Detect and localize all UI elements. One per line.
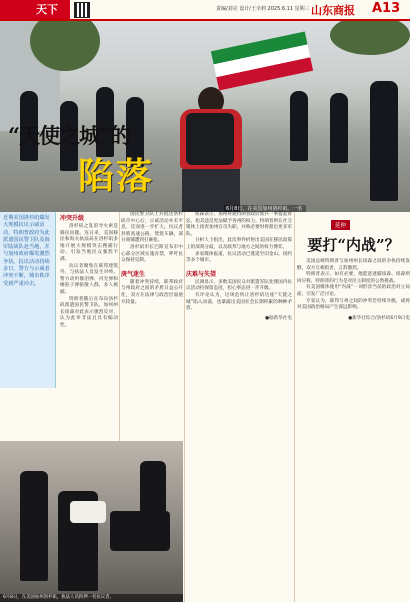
secondary-photo: [0, 441, 183, 602]
headline-line1: “天使之城”的: [8, 123, 131, 148]
paragraph: 抗议者聚集在联邦建筑外，与执法人员发生对峙。警方动用催泪弹、闪光弹和橡胶子弹驱散人群，多人被捕。: [60, 263, 118, 295]
paragraph: 有美国媒体使用“内战”一词形容当前的政治对立局面，引发广泛讨论。: [297, 285, 410, 297]
header-red-block: [0, 0, 24, 20]
subhead: 冲突升级: [60, 215, 85, 222]
photo-officer: [140, 461, 166, 531]
paragraph: 洛杉矶市长巴斯宣布市中心部分区域实施宵禁，呼吁民众保持克制。: [121, 244, 183, 264]
sidebar-headline: 要打“内战”？: [307, 236, 400, 254]
page-number: A13: [372, 1, 401, 16]
paragraph: 纽森表示，加州将就特朗普政府派兵一事提起诉讼，指其违反宪法赋予各州的权力。特朗普则在社交媒体上指责加州官员失职，并称必要时将派出更多军队。: [186, 212, 292, 237]
paragraph: 专家认为，联邦与州之间的冲突若持续升级，或将对美国政治格局产生深远影响。: [297, 298, 410, 311]
qr-code-icon: [74, 2, 90, 18]
article-column-2: [121, 212, 183, 306]
subhead: 庆难与失望: [186, 270, 217, 278]
paragraph: 分析人士指出，此次事件折射出美国在移民政策上的深刻分歧，以及联邦与地方之间的权力博弈。: [186, 238, 292, 250]
sidebar-source: ●新华社综合/洛杉矶6月9日电: [348, 315, 410, 321]
paragraph: 有评论认为，这场危机让洛杉矶这座“天使之城”陷入动荡，也暴露出美国社会长期积累的种种矛盾。: [186, 292, 292, 312]
paragraph: 多家媒体报道，抗议活动已蔓延至旧金山、纽约等多个城市。: [186, 251, 292, 264]
column-divider: [294, 212, 295, 602]
sidebar-article: [297, 212, 410, 321]
photo-officer: [370, 81, 398, 201]
intro-text: 近期美国洛杉矶爆发大规模抗议示威活动，特朗普政府为此派遣国民警卫队及海军陆战队赴当地，并与加州政府爆发激烈争执。抗议活动持续多日，警方与示威者冲突不断，城市秩序受到严重冲击。: [3, 215, 50, 287]
headline-line2: 陷落: [78, 155, 155, 197]
photo-officer: [330, 93, 348, 163]
article-author: ●据新华社电: [265, 315, 292, 321]
paragraph: 国民警卫队士兵抵达洛杉矶市中心后，示威活动并未平息，反而进一步扩大。抗议者封锁高速公路，焚烧车辆，部分商铺遭到打砸抢。: [121, 212, 183, 244]
paragraph: 洛杉矶之乱的导火索是移民问题。连日来，美国移民和海关执法局在洛杉矶多地开展大规模突击搜捕行动，引发当地民众强烈不满。: [60, 224, 118, 262]
paragraph: 特朗普随后宣布向洛杉矶派遣国民警卫队，加州州长纽森对此表示强烈反对，认为此举非法且具有煽动性。: [60, 296, 118, 328]
column-divider: [184, 212, 185, 602]
headline: [8, 120, 198, 199]
paragraph: 民调显示，多数美国民众对派遣军队处理国内抗议活动持保留态度，担心事态进一步升级。: [186, 279, 292, 292]
header-meta: 责编/刘亮 设计/王幸莉 2025.6.11 星期三: [216, 6, 310, 12]
photo-officer: [20, 471, 48, 581]
subhead: 庚气迷生: [121, 270, 146, 278]
newspaper-brand: 山东商报: [311, 4, 355, 17]
intro-sidebar: [0, 212, 56, 388]
page-header: [0, 0, 410, 20]
paragraph: 美国总统特朗普与加州州长纽森之间的争执持续发酵，双方互相指责，言辞激烈。: [297, 259, 410, 271]
photo-tree: [330, 21, 410, 55]
article-column-1: [60, 212, 118, 330]
paragraph: 随着冲突持续，联邦政府与州政府之间的矛盾日益公开化，双方在法律与政治层面展开较量。: [121, 279, 183, 305]
sidebar-tag: 延伸: [331, 220, 350, 230]
photo-detainee: [70, 501, 106, 523]
photo-officer: [290, 91, 308, 161]
paragraph: 特朗普表示，如有必要，他愿意逮捕纽森。纽森则回应称，特朗普的行为是对民主制度的公然挑战。: [297, 272, 410, 284]
secondary-photo-caption: 6月8日，在美国加州洛杉矶，执法人员拘押一名抗议者。: [0, 594, 183, 602]
article-column-3: [186, 212, 292, 321]
section-label: 天下: [24, 0, 70, 20]
photo-caption: 6月8日，在美国加州洛杉矶，一名: [224, 205, 306, 212]
